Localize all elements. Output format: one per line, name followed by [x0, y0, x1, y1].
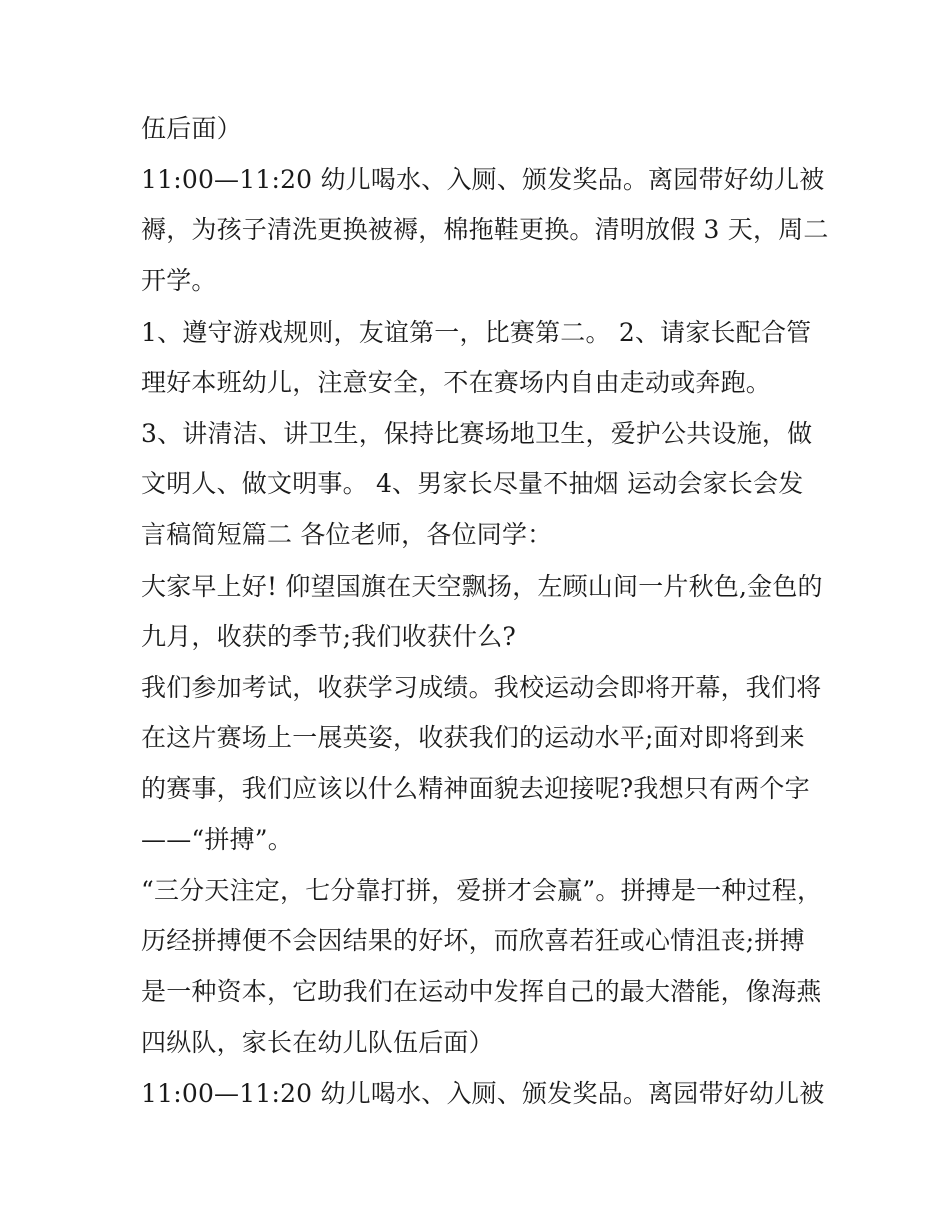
text-line: 11:00—11:20 幼儿喝水、入厕、颁发奖品。离园带好幼儿被 — [141, 165, 825, 194]
text-line: 3、讲清洁、讲卫生，保持比赛场地卫生，爱护公共设施，做 — [141, 419, 813, 448]
text-line: 的赛事，我们应该以什么精神面貌去迎接呢?我想只有两个字 — [141, 774, 810, 803]
text-line: 我们参加考试，收获学习成绩。我校运动会即将开幕，我们将 — [141, 673, 822, 702]
text-line: 文明人、做文明事。 4、男家长尽量不抽烟 运动会家长会发 — [141, 469, 804, 498]
text-line: 历经拼搏便不会因结果的好坏，而欣喜若狂或心情沮丧;拼搏 — [141, 926, 805, 955]
text-line: 理好本班幼儿，注意安全，不在赛场内自由走动或奔跑。 — [141, 368, 772, 397]
text-line: 1、遵守游戏规则，友谊第一，比赛第二。 2、请家长配合管 — [141, 318, 812, 347]
text-line: 开学。 — [141, 266, 217, 295]
text-line: 言稿简短篇二 各位老师，各位同学： — [141, 520, 553, 549]
text-line: ——“拼搏”。 — [141, 825, 293, 854]
text-line: 伍后面） — [141, 114, 242, 143]
text-line: 在这片赛场上一展英姿，收获我们的运动水平;面对即将到来 — [141, 723, 805, 752]
text-line: 大家早上好! 仰望国旗在天空飘扬，左顾山间一片秋色,金色的 — [141, 572, 823, 601]
text-line: 九月，收获的季节;我们收获什么? — [141, 622, 517, 651]
text-line: 11:00—11:20 幼儿喝水、入厕、颁发奖品。离园带好幼儿被 — [141, 1079, 825, 1108]
text-line: “三分天注定，七分靠打拼，爱拼才会赢”。拼搏是一种过程， — [141, 876, 823, 905]
text-line: 褥，为孩子清洗更换被褥，棉拖鞋更换。清明放假 3 天，周二 — [141, 215, 829, 244]
text-line: 是一种资本，它助我们在运动中发挥自己的最大潜能，像海燕 — [141, 977, 822, 1006]
text-line: 四纵队，家长在幼儿队伍后面） — [141, 1028, 494, 1057]
